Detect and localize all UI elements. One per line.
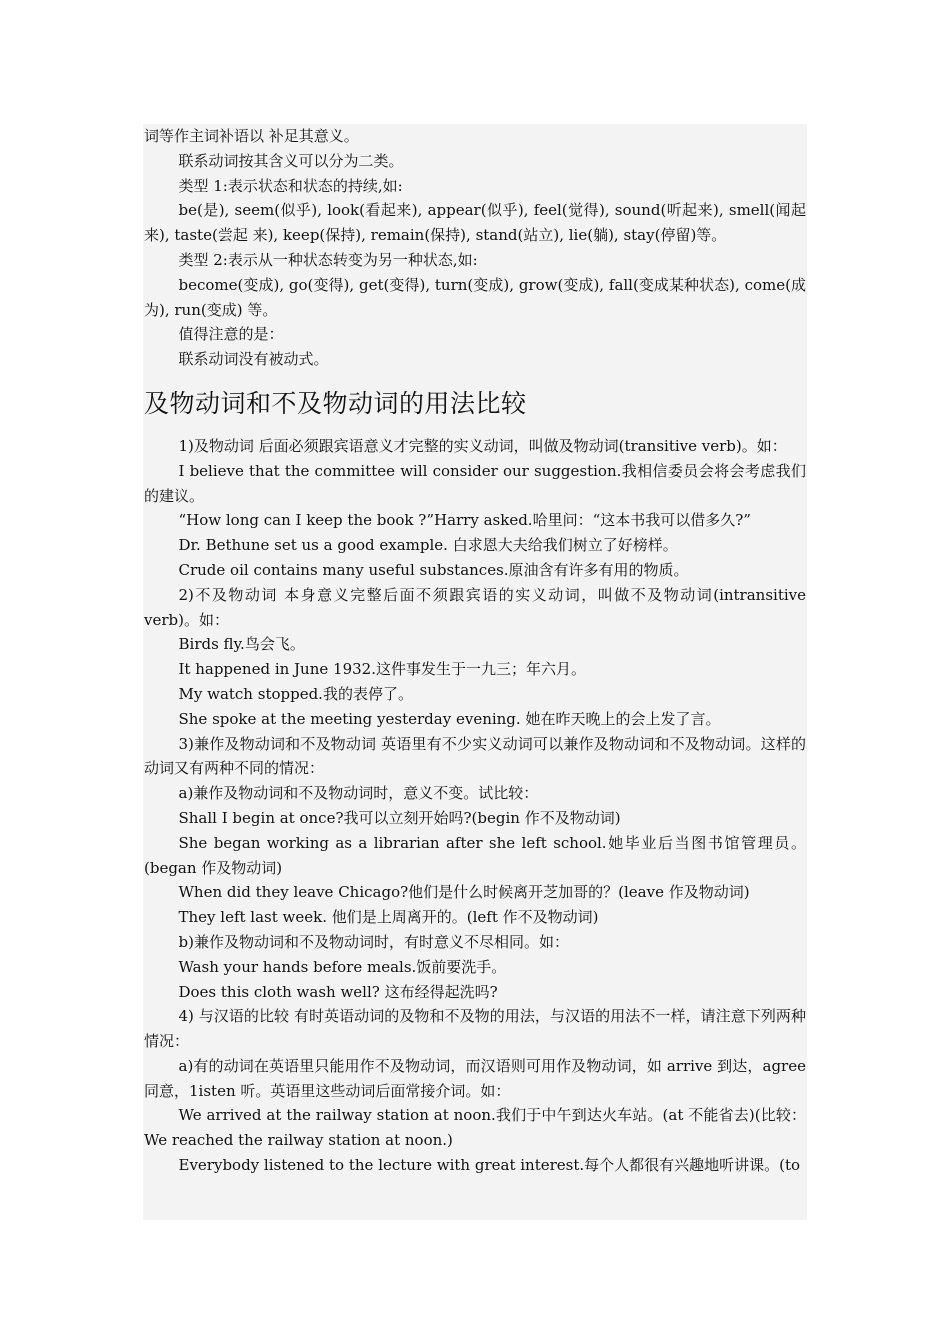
paragraph: Crude oil contains many useful substances.原油含有许多有用的物质。 bbox=[178, 560, 689, 579]
paragraph: It happened in June 1932.这件事发生于一九三；年六月。 bbox=[178, 660, 586, 679]
paragraph: 3)兼作及物动词和不及物动词 英语里有不少实义动词可以兼作及物动词和不及物动词。这样的动词又有两种不同的情况： bbox=[144, 734, 806, 778]
paragraph: 联系动词没有被动式。 bbox=[178, 350, 329, 369]
paragraph: Shall I begin at once?我可以立刻开始吗?(begin 作不及物动词) bbox=[178, 808, 621, 827]
paragraph: a)兼作及物动词和不及物动词时，意义不变。试比较： bbox=[178, 784, 539, 803]
paragraph: Does this cloth wash well? 这布经得起洗吗? bbox=[178, 982, 498, 1001]
paragraph: b)兼作及物动词和不及物动词时，有时意义不尽相同。如： bbox=[178, 932, 569, 951]
paragraph: 1)及物动词 后面必须跟宾语意义才完整的实义动词，叫做及物动词(transitive verb)。如： bbox=[178, 436, 787, 455]
paragraph: We arrived at the railway station at noon.我们于中午到达火车站。(at 不能省去)(比较：We reached the railway station at noon.) bbox=[144, 1106, 806, 1150]
document-body bbox=[144, 124, 806, 1178]
paragraph: They left last week. 他们是上周离开的。(left 作不及物动词) bbox=[178, 908, 599, 927]
paragraph: 联系动词按其含义可以分为二类。 bbox=[178, 151, 404, 170]
paragraph: become(变成), go(变得), get(变得), turn(变成), grow(变成), fall(变成某种状态), come(成为), run(变成) 等。 bbox=[144, 275, 806, 319]
paragraph: She began working as a librarian after she left school.她毕业后当图书馆管理员。(began 作及物动词) bbox=[144, 833, 806, 877]
paragraph: I believe that the committee will consider our suggestion.我相信委员会将会考虑我们的建议。 bbox=[144, 461, 806, 505]
paragraph: “How long can I keep the book ?”Harry asked.哈里问：“这本书我可以借多久?” bbox=[178, 511, 751, 530]
paragraph: Wash your hands before meals.饭前要洗手。 bbox=[178, 957, 507, 976]
paragraph: 4) 与汉语的比较 有时英语动词的及物和不及物的用法，与汉语的用法不一样，请注意下列两种情况： bbox=[144, 1007, 806, 1051]
paragraph: 2)不及物动词 本身意义完整后面不须跟宾语的实义动词，叫做不及物动词(intransitive verb)。如： bbox=[144, 585, 806, 629]
paragraph: My watch stopped.我的表停了。 bbox=[178, 684, 413, 703]
paragraph: 类型 2:表示从一种状态转变为另一种状态,如: bbox=[178, 250, 478, 269]
paragraph: 类型 1:表示状态和状态的持续,如: bbox=[178, 176, 403, 195]
paragraph: Everybody listened to the lecture with great interest.每个人都很有兴趣地听讲课。(to bbox=[178, 1156, 801, 1175]
paragraph: be(是), seem(似乎), look(看起来), appear(似乎), feel(觉得), sound(听起来), smell(闻起来), taste(尝起 来), keep(保持), remain(保持), stand(站立), lie(躺), stay(停留)等。 bbox=[144, 201, 806, 245]
paragraph: Birds fly.鸟会飞。 bbox=[178, 635, 305, 654]
paragraph: She spoke at the meeting yesterday evening. 她在昨天晚上的会上发了言。 bbox=[178, 709, 721, 728]
paragraph: 值得注意的是： bbox=[178, 325, 284, 344]
paragraph: Dr. Bethune set us a good example. 白求恩大夫给我们树立了好榜样。 bbox=[178, 536, 678, 555]
section-heading: 及物动词和不及物动词的用法比较 bbox=[144, 388, 527, 418]
paragraph: 词等作主词补语以 补足其意义。 bbox=[144, 127, 359, 145]
paragraph: When did they leave Chicago?他们是什么时候离开芝加哥的？(leave 作及物动词) bbox=[178, 883, 750, 902]
paragraph: a)有的动词在英语里只能用作不及物动词，而汉语则可用作及物动词，如 arrive 到达，agree 同意，1isten 听。英语里这些动词后面常接介词。如： bbox=[144, 1056, 806, 1100]
